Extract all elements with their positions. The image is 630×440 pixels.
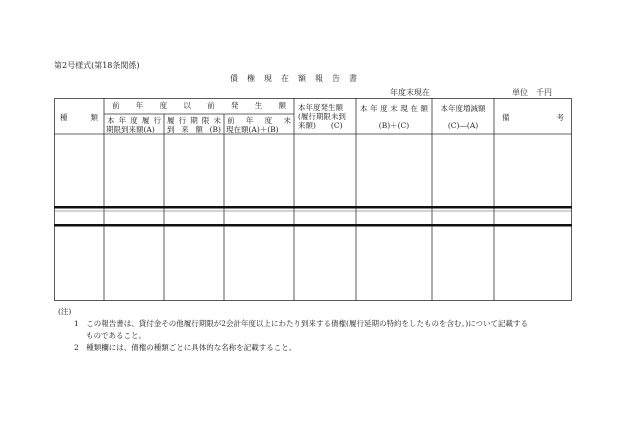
current-end-formula: (B)＋(C) xyxy=(378,121,410,130)
current-occurrence-line3: 来額) (C) xyxy=(298,121,343,130)
prior-sub3-line2: 現在額(A)＋(B) xyxy=(226,125,279,134)
prior-group-header: 前年度以前発生額 xyxy=(112,101,286,110)
prior-sub3-line1: 前年度末 xyxy=(227,116,291,125)
current-occurrence-line2: (履行期限未到 xyxy=(298,112,346,121)
prior-sub2-line2: 到来額(B) xyxy=(167,125,221,134)
increase-header: 本年度増減額 xyxy=(440,104,486,113)
prior-sub1-line2: 期限到来額(A) xyxy=(106,125,155,134)
form-label: 第2号様式(第18条関係) xyxy=(54,61,140,70)
current-end-header: 本年度末現在額 xyxy=(360,104,428,113)
increase-formula: (C)―(A) xyxy=(447,121,479,130)
prior-sub2-line1: 履行期限未 xyxy=(167,116,221,125)
unit-label: 単位 千円 xyxy=(512,88,552,97)
current-occurrence-line1: 本年度発生額 xyxy=(298,103,343,112)
document-title: 債権現在額報告書 xyxy=(230,74,366,83)
note-item-2: 2 種類欄には、債権の種類ごとに具体的な名称を記載すること。 xyxy=(74,343,297,352)
note-item-1-cont: ものであること。 xyxy=(86,331,146,340)
notes-section xyxy=(58,306,528,354)
prior-sub1-line1: 本年度履行 xyxy=(107,116,161,125)
report-table xyxy=(54,98,572,301)
note-item-1: 1 この報告書は、貸付金その他履行期限が2会計年度以上にわたり到来する債権(履行延期の特約をしたものを含む。)について記載する xyxy=(74,319,528,328)
remarks-header: 備考 xyxy=(502,113,564,122)
notes-heading: (注) xyxy=(58,307,72,316)
as-of-label: 年度末現在 xyxy=(390,88,430,97)
col-type-header: 種類 xyxy=(60,113,98,122)
